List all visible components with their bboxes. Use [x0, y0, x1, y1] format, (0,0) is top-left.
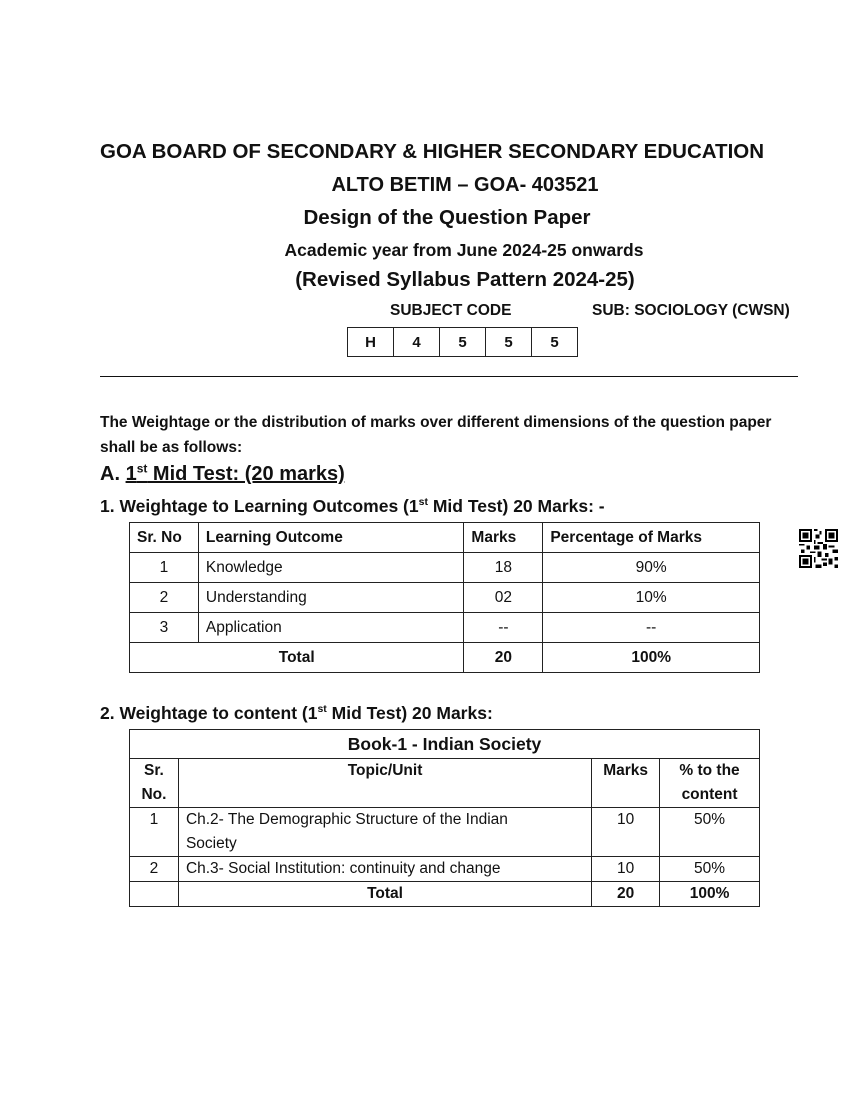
book-title: Book-1 - Indian Society — [130, 730, 760, 759]
intro-paragraph: The Weightage or the distribution of marks over different dimensions of the question paper shall be as follows: — [100, 414, 772, 456]
table-row — [130, 857, 760, 882]
pct-cell: 10% — [543, 583, 760, 613]
board-title: GOA BOARD OF SECONDARY & HIGHER SECONDARY EDUCATION — [100, 140, 765, 163]
marks-cell: 10 — [592, 857, 660, 882]
total-label: Total — [178, 882, 591, 907]
section-a-sup: st — [136, 461, 148, 476]
section-1-heading — [100, 496, 605, 517]
code-digit: 5 — [440, 328, 486, 357]
academic-year: Academic year from June 2024-25 onwards — [284, 240, 644, 260]
horizontal-divider — [100, 376, 798, 377]
sr-cell: 1 — [130, 808, 179, 857]
col-header-text: content — [681, 786, 738, 803]
sr-cell: 2 — [130, 583, 199, 613]
total-pct: 100% — [660, 882, 760, 907]
table-row — [130, 583, 760, 613]
syllabus-pattern: (Revised Syllabus Pattern 2024-25) — [295, 268, 635, 291]
col-header-pct — [660, 759, 760, 808]
total-pct: 100% — [543, 643, 760, 673]
marks-cell: -- — [464, 613, 543, 643]
section-2-title-pre: 2. Weightage to content (1 — [100, 703, 318, 723]
col-header: Percentage of Marks — [543, 523, 760, 553]
section-a-num: 1 — [125, 463, 137, 485]
content-weightage-table — [129, 729, 760, 907]
col-header-sr — [130, 759, 179, 808]
code-digit: H — [348, 328, 394, 357]
total-empty — [130, 882, 179, 907]
subject-code-label: SUBJECT CODE — [390, 302, 512, 319]
book-row — [130, 730, 760, 759]
outcome-cell: Understanding — [198, 583, 464, 613]
topic-text: Ch.2- The Demographic Structure of the Indian — [185, 811, 508, 828]
col-header: Sr. No — [130, 523, 199, 553]
document-title: Design of the Question Paper — [303, 206, 591, 229]
section-2-heading — [100, 703, 493, 724]
section-a-heading — [100, 463, 345, 486]
table-row — [130, 553, 760, 583]
code-digit: 5 — [532, 328, 578, 357]
col-header: Marks — [464, 523, 543, 553]
topic-cell — [178, 808, 591, 857]
sr-cell: 3 — [130, 613, 199, 643]
code-digit: 4 — [394, 328, 440, 357]
pct-cell: -- — [543, 613, 760, 643]
section-2-title-post: Mid Test) 20 Marks: — [326, 703, 493, 723]
table-row — [130, 808, 760, 857]
section-a-rest: Mid Test: (20 marks) — [147, 463, 345, 485]
subject-code-boxes — [347, 327, 578, 357]
col-header: Learning Outcome — [198, 523, 464, 553]
table-header-row — [130, 523, 760, 553]
table-header-row — [130, 759, 760, 808]
qr-code-icon — [799, 529, 838, 568]
total-label: Total — [130, 643, 464, 673]
topic-text: Society — [185, 835, 237, 852]
section-a-prefix: A. — [100, 463, 126, 485]
code-digit: 5 — [486, 328, 532, 357]
table-row — [130, 613, 760, 643]
subject-name: SUB: SOCIOLOGY (CWSN) — [592, 302, 790, 319]
section-1-title-post: Mid Test) 20 Marks: - — [427, 496, 605, 516]
col-header-text: % to the — [679, 762, 740, 779]
total-row — [130, 643, 760, 673]
marks-cell: 10 — [592, 808, 660, 857]
section-a-title — [126, 463, 345, 485]
marks-cell: 02 — [464, 583, 543, 613]
col-header-marks: Marks — [592, 759, 660, 808]
section-1-title-pre: 1. Weightage to Learning Outcomes (1 — [100, 496, 419, 516]
section-1-sup: st — [418, 496, 428, 509]
outcome-cell: Application — [198, 613, 464, 643]
learning-outcomes-table — [129, 522, 760, 673]
col-header-text: Sr. — [144, 762, 164, 779]
pct-cell: 50% — [660, 808, 760, 857]
total-row — [130, 882, 760, 907]
pct-cell: 50% — [660, 857, 760, 882]
sr-cell: 2 — [130, 857, 179, 882]
sr-cell: 1 — [130, 553, 199, 583]
col-header-topic: Topic/Unit — [178, 759, 591, 808]
topic-cell: Ch.3- Social Institution: continuity and change — [178, 857, 591, 882]
total-marks: 20 — [592, 882, 660, 907]
pct-cell: 90% — [543, 553, 760, 583]
board-address: ALTO BETIM – GOA- 403521 — [331, 174, 599, 196]
marks-cell: 18 — [464, 553, 543, 583]
outcome-cell: Knowledge — [198, 553, 464, 583]
total-marks: 20 — [464, 643, 543, 673]
section-2-sup: st — [317, 703, 327, 716]
col-header-text: No. — [141, 786, 167, 803]
